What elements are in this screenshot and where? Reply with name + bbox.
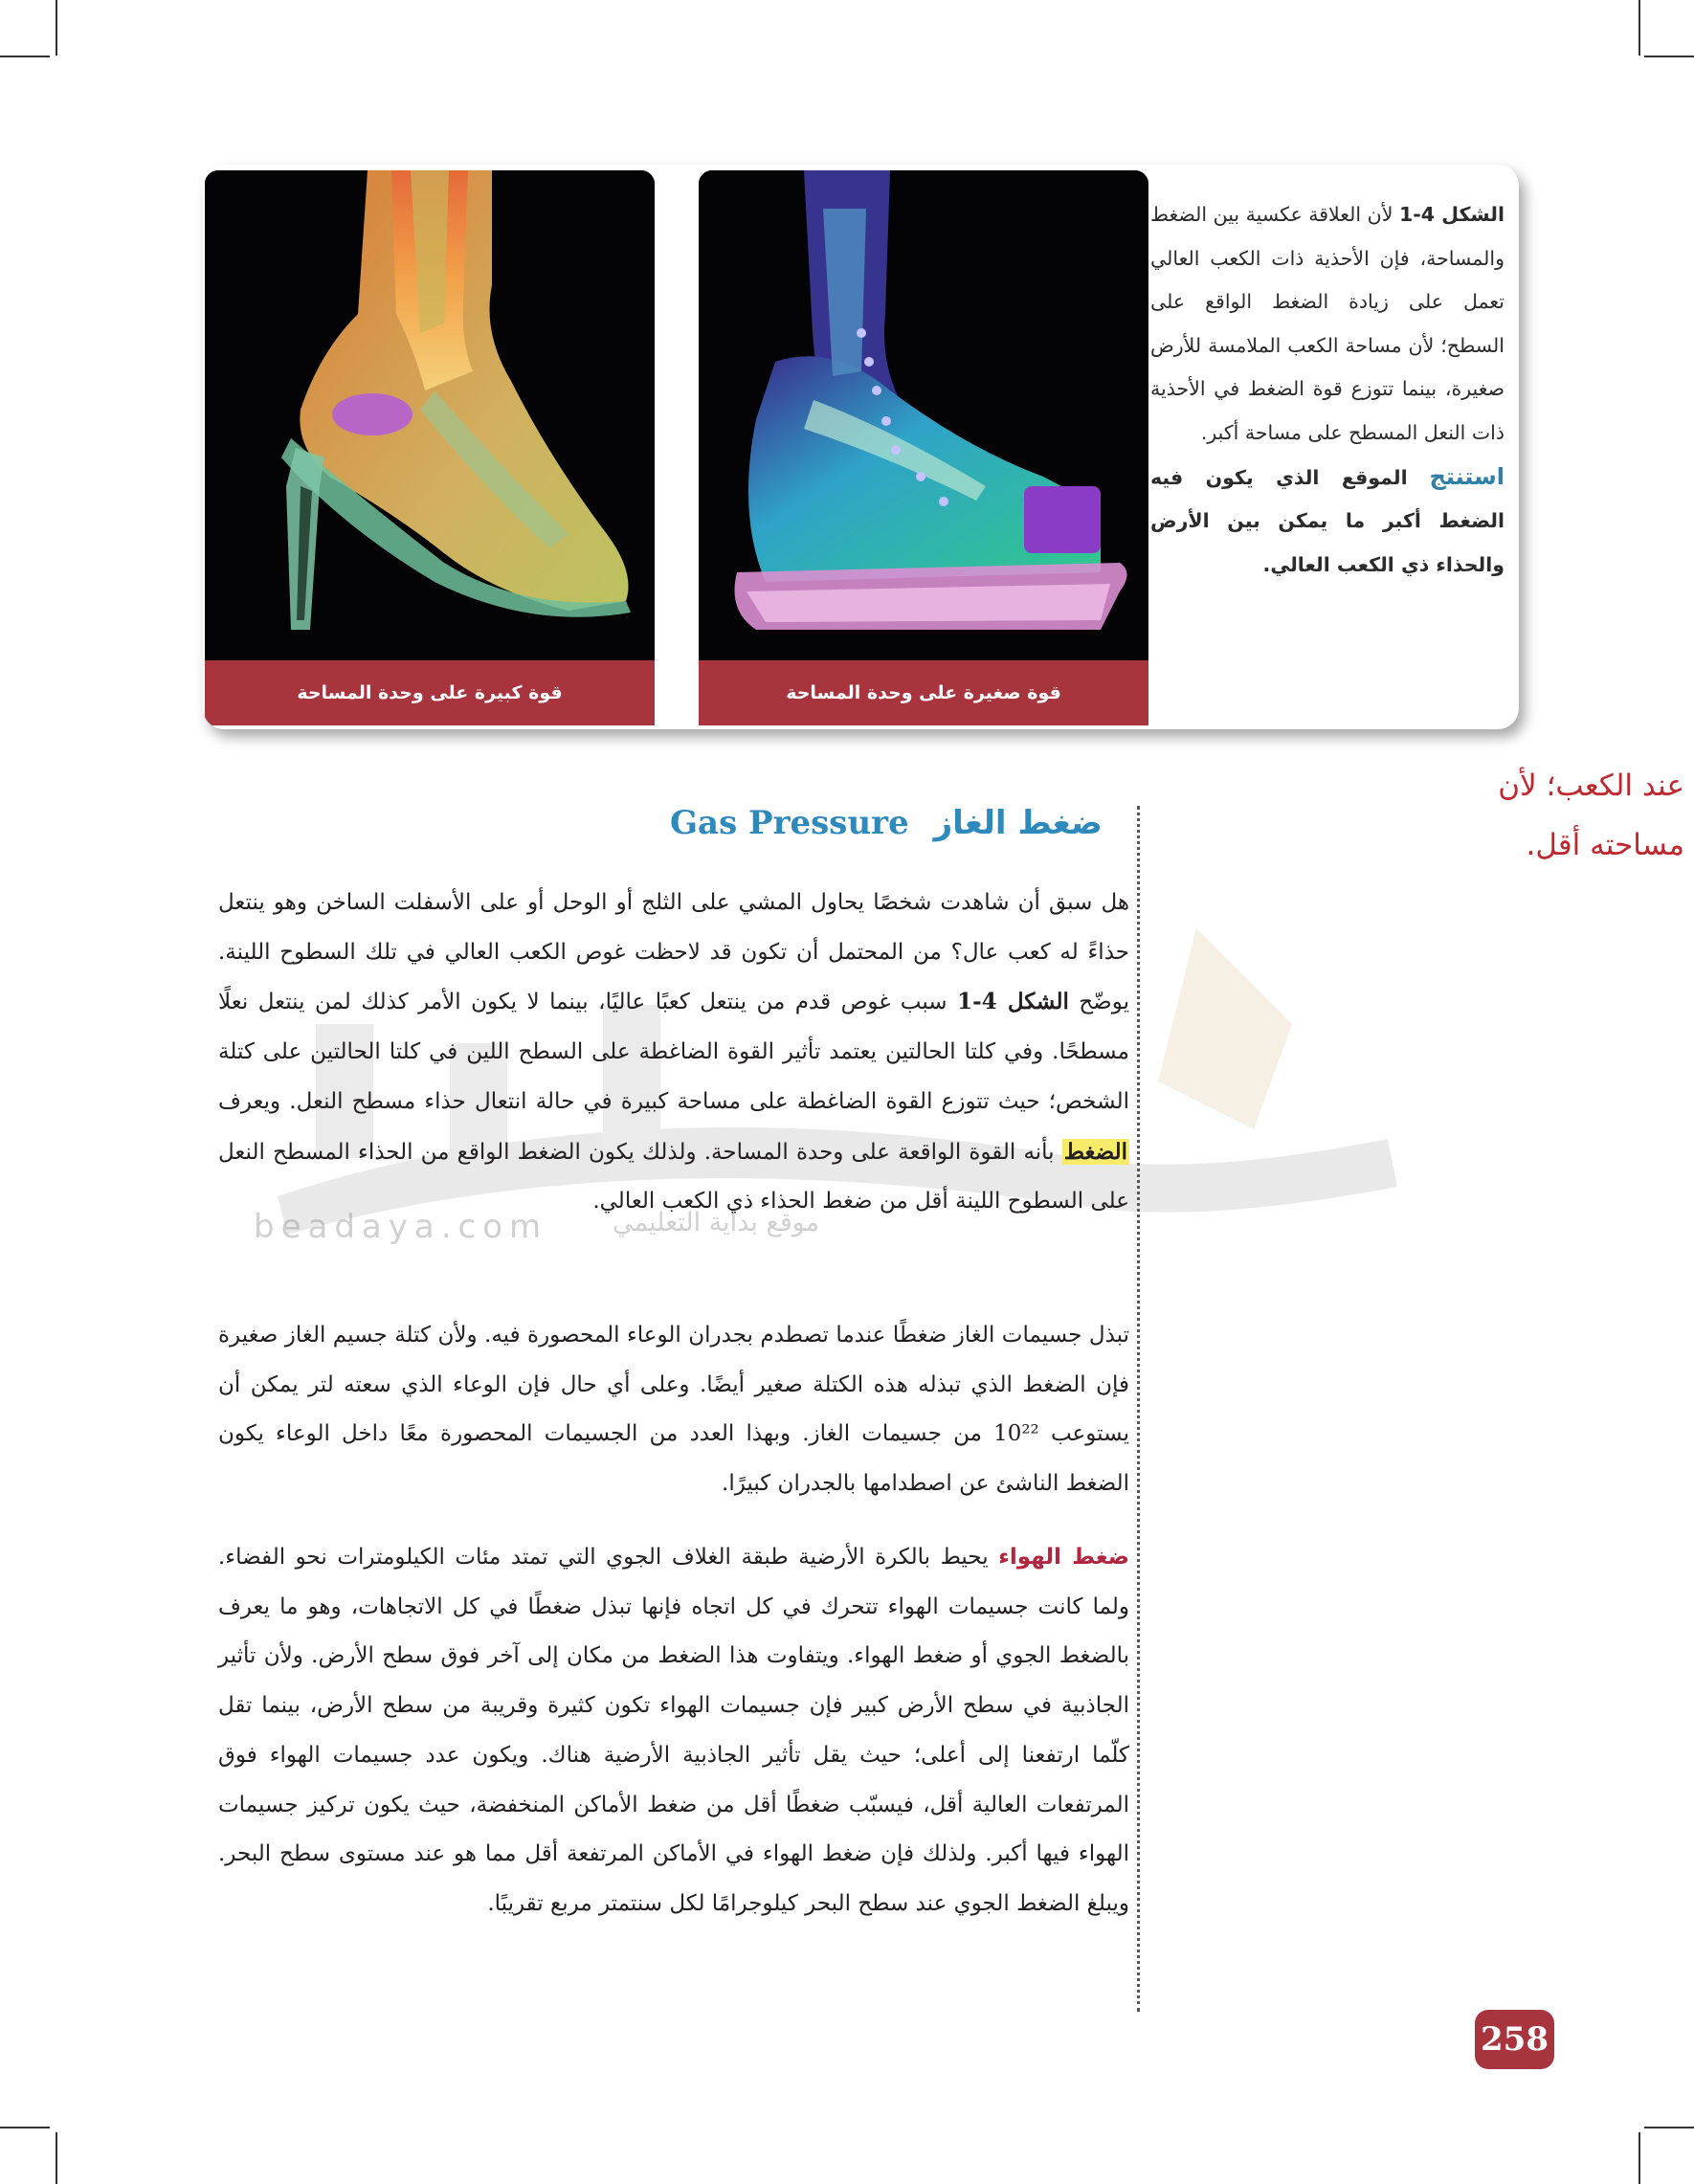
crop-mark [0,2127,50,2128]
figure-panel [203,165,1519,729]
watermark-site-name: موقع بداية التعليمي [613,1208,820,1237]
paragraph-2-text-b: من جسيمات الغاز. وبهذا العدد من الجسيمات المحصورة معًا داخل الوعاء يكون الضغط الناشئ عن اصطدامها بالجدران كبيرًا. [218,1421,1129,1497]
page-number: 258 [1475,2010,1554,2069]
column-divider [1137,806,1140,2012]
left-image-caption: قوة كبيرة على وحدة المساحة [205,660,655,725]
crop-mark [1638,2132,1640,2184]
figure-label: الشكل 4-1 [1398,203,1505,226]
infer-label: استنتج [1429,462,1505,490]
infer-question: الموقع الذي يكون فيه الضغط أكبر ما يمكن بين الأرض والحذاء ذي الكعب العالي. [1150,465,1505,576]
highlighted-term-pressure: الضغط [1063,1138,1127,1165]
paragraph-1-text-a: هل سبق أن شاهدت شخصًا يحاول المشي على الثلج أو الوحل أو على الأسفلت الساخن وهو ينتعل حذاءً له كعب عال؟ من المحتمل أن تكون قد لاحظت غوص الكعب العالي في تلك السطوح اللينة. يوضّح [218,890,1129,1015]
paragraph-1-text-c: بأنه القوة الواقعة على وحدة المساحة. ولذلك يكون الضغط الواقع من الحذاء المسطح النعل على السطوح اللينة أقل من ضغط الحذاء ذي الكعب العالي. [218,1139,1129,1215]
figure-caption [1150,193,1505,587]
figure-caption-text: لأن العلاقة عكسية بين الضغط والمساحة، فإن الأحذية ذات الكعب العالي تعمل على زيادة الضغط الواقع على السطح؛ لأن مساحة الكعب الملامسة للأرض صغيرة، بينما تتوزع قوة الضغط في الأحذية ذات النعل المسطح على مساحة أكبر. [1150,203,1505,444]
figure-reference: الشكل 4-1 [957,989,1069,1015]
high-heel-xray-image [205,170,655,660]
paragraph-3 [218,1533,1129,1929]
crop-mark [0,56,50,57]
crop-mark [1644,56,1694,57]
paragraph-3-text: يحيط بالكرة الأرضية طبقة الغلاف الجوي التي تمتد مئات الكيلومترات نحو الفضاء. ولما كانت جسيمات الهواء تتحرك في كل اتجاه فإنها تبذل ضغطًا في كل الاتجاهات، وهو ما يعرف بالضغط الجوي أو ضغط الهواء. ويتفاوت هذا الضغط من مكان إلى آخر فوق سطح الأرض. ولأن تأثير الجاذبية في سطح الأرض كبير فإن جسيمات الهواء تكون كثيرة وقريبة من سطح الأرض، بينما تقل كلّما ارتفعنا إلى أعلى؛ حيث يقل تأثير الجاذبية الأرضية هناك. ويكون عدد جسيمات الهواء فوق المرتفعات العالية أقل، فيسبّب ضغطًا أقل من ضغط الأماكن المنخفضة، حيث يكون تركيز جسيمات الهواء فيها أكبر. ولذلك فإن ضغط الهواء في الأماكن المرتفعة أقل مما هو عند مستوى سطح البحر. ويبلغ الضغط الجوي عند سطح البحر كيلوجرامًا لكل سنتمتر مربع تقريبًا. [218,1545,1129,1916]
crop-mark [56,2132,57,2184]
paragraph-2-text-a: تبذل جسيمات الغاز ضغطًا عندما تصطدم بجدران الوعاء المحصورة فيه. ولأن كتلة جسيم الغاز صغيرة فإن الضغط الذي تبذله هذه الكتلة صغير أيضًا. وعلى أي حال فإن الوعاء الذي سعته لتر يمكن أن يستوعب [218,1323,1129,1447]
crop-mark [56,0,57,56]
flat-shoe-xray-image [699,170,1148,660]
watermark-url: beadaya.com [254,1208,548,1246]
side-note-answer: عند الكعب؛ لأن مساحته أقل. [1498,769,1684,862]
term-air-pressure: ضغط الهواء [998,1545,1129,1570]
paragraph-2 [218,1311,1129,1509]
crop-mark [1644,2127,1694,2128]
crop-mark [1638,0,1640,56]
paragraph-1-text-b: سبب غوص قدم من ينتعل كعبًا عاليًا، بينما لا يكون الأمر كذلك لمن ينتعل نعلًا مسطحًا. وفي كلتا الحالتين يعتمد تأثير القوة الضاغطة على السطح اللين في كلتا الحالتين على كتلة الشخص؛ حيث تتوزع القوة الضاغطة على مساحة كبيرة في حالة انتعال حذاء مسطح النعل. ويعرف [218,990,1129,1114]
section-heading [670,804,1103,842]
paragraph-1 [218,879,1129,1227]
particle-count-number: 10²² [993,1421,1039,1447]
section-title-english: Gas Pressure [670,804,909,842]
right-image-caption: قوة صغيرة على وحدة المساحة [699,660,1148,725]
section-title-arabic: ضغط الغاز [933,804,1103,842]
